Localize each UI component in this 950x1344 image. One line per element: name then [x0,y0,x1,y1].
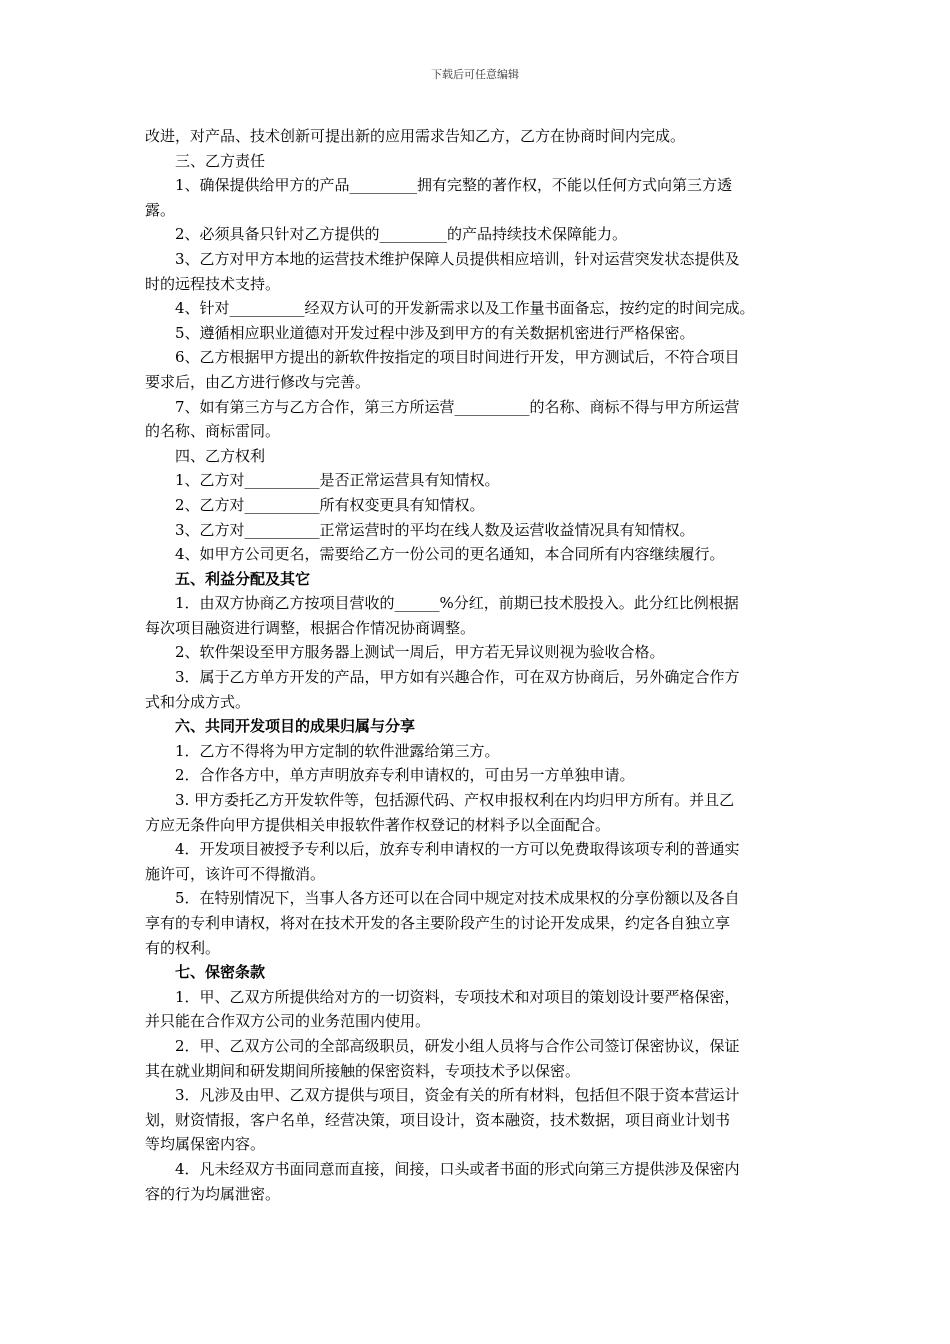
text-line: 2．合作各方中，单方声明放弃专利申请权的，可由另一方单独申请。 [175,766,635,785]
section-heading: 五、利益分配及其它 [175,569,311,588]
text-line: 享有的专利申请权，将对在技术开发的各主要阶段产生的讨论开发成果，约定各自独立享 [145,914,731,932]
text-line: 3. 甲方委托乙方开发软件等，包括源代码、产权申报权利在内均归甲方所有。并且乙 [175,791,735,810]
text-line: 6、乙方根据甲方提出的新软件按指定的项目时间进行开发，甲方测试后，不符合项目 [175,348,740,367]
text-line: 1、乙方对__________是否正常运营具有知情权。 [175,471,500,490]
text-line: 的名称、商标雷同。 [145,422,281,441]
text-line: 其在就业期间和研发期间所接触的保密资料，专项技术予以保密。 [145,1061,581,1080]
text-line: 1、确保提供给甲方的产品_________拥有完整的著作权，不能以任何方式向第三方透 [175,176,733,195]
text-line: 要求后，由乙方进行修改与完善。 [145,372,371,391]
text-line: 2、必须具备只针对乙方提供的_________的产品持续技术保障能力。 [175,225,628,244]
text-line: 7、如有第三方与乙方合作，第三方所运营__________的名称、商标不得与甲方所运营 [175,397,740,416]
text-line: 方应无条件向甲方提供相关申报软件著作权登记的材料予以全面配合。 [145,815,611,834]
text-line: 4、如甲方公司更名，需要给乙方一份公司的更名通知，本合同所有内容继续履行。 [175,545,725,564]
text-line: 施许可，该许可不得撤消。 [145,864,326,883]
text-line: 式和分成方式。 [145,692,251,711]
document-body [145,124,813,1206]
section-heading: 七、保密条款 [175,963,266,982]
text-line: 3．凡涉及由甲、乙双方提供与项目，资金有关的所有材料，包括但不限于资本营运计 [175,1086,740,1105]
text-line: 并只能在合作双方公司的业务范围内使用。 [145,1012,431,1031]
text-line: 5．在特别情况下，当事人各方还可以在合同中规定对技术成果权的分享份额以及各自 [175,889,740,908]
section-heading: 六、共同开发项目的成果归属与分享 [175,717,416,736]
text-line: 5、遵循相应职业道德对开发过程中涉及到甲方的有关数据机密进行严格保密。 [175,323,695,342]
text-line: 四、乙方权利 [175,446,266,465]
text-line: 三、乙方责任 [175,151,266,170]
text-line: 4、针对__________经双方认可的开发新需求以及工作量书面备忘，按约定的时间完成。 [175,299,755,318]
text-line: 3、乙方对甲方本地的运营技术维护保障人员提供相应培训，针对运营突发状态提供及 [175,249,740,268]
text-line: 1．由双方协商乙方按项目营收的______%分红，前期已技术股投入。此分红比例根据 [175,594,739,613]
page-header: 下载后可任意编辑 [431,68,519,81]
text-line: 划，财资情报，客户名单，经营决策，项目设计，资本融资，技术数据，项目商业计划书 [145,1110,731,1129]
text-line: 等均属保密内容。 [145,1135,266,1154]
text-line: 2．甲、乙双方公司的全部高级职员，研发小组人员将与合作公司签订保密协议，保证 [175,1036,740,1055]
text-line: 1．甲、乙双方所提供给对方的一切资料，专项技术和对项目的策划设计要严格保密， [175,987,740,1006]
text-line: 4．凡未经双方书面同意而直接，间接，口头或者书面的形式向第三方提供涉及保密内 [175,1159,740,1178]
text-line: 有的权利。 [145,938,221,957]
text-line: 4．开发项目被授予专利以后，放弃专利申请权的一方可以免费取得该项专利的普通实 [175,840,740,859]
text-line: 时的远程技术支持。 [145,274,281,293]
text-line: 容的行为均属泄密。 [145,1184,281,1203]
text-line: 2、软件架设至甲方服务器上测试一周后，甲方若无异议则视为验收合格。 [175,643,665,662]
text-line: 露。 [145,200,176,219]
text-line: 1．乙方不得将为甲方定制的软件泄露给第三方。 [175,741,500,760]
text-line: 2、乙方对__________所有权变更具有知情权。 [175,495,485,514]
text-line: 改进，对产品、技术创新可提出新的应用需求告知乙方，乙方在协商时间内完成。 [145,127,686,145]
text-line: 3、乙方对__________正常运营时的平均在线人数及运营收益情况具有知情权。 [175,520,695,539]
text-line: 每次项目融资进行调整，根据合作情况协商调整。 [145,618,476,637]
text-line: 3．属于乙方单方开发的产品，甲方如有兴趣合作，可在双方协商后，另外确定合作方 [175,668,740,687]
